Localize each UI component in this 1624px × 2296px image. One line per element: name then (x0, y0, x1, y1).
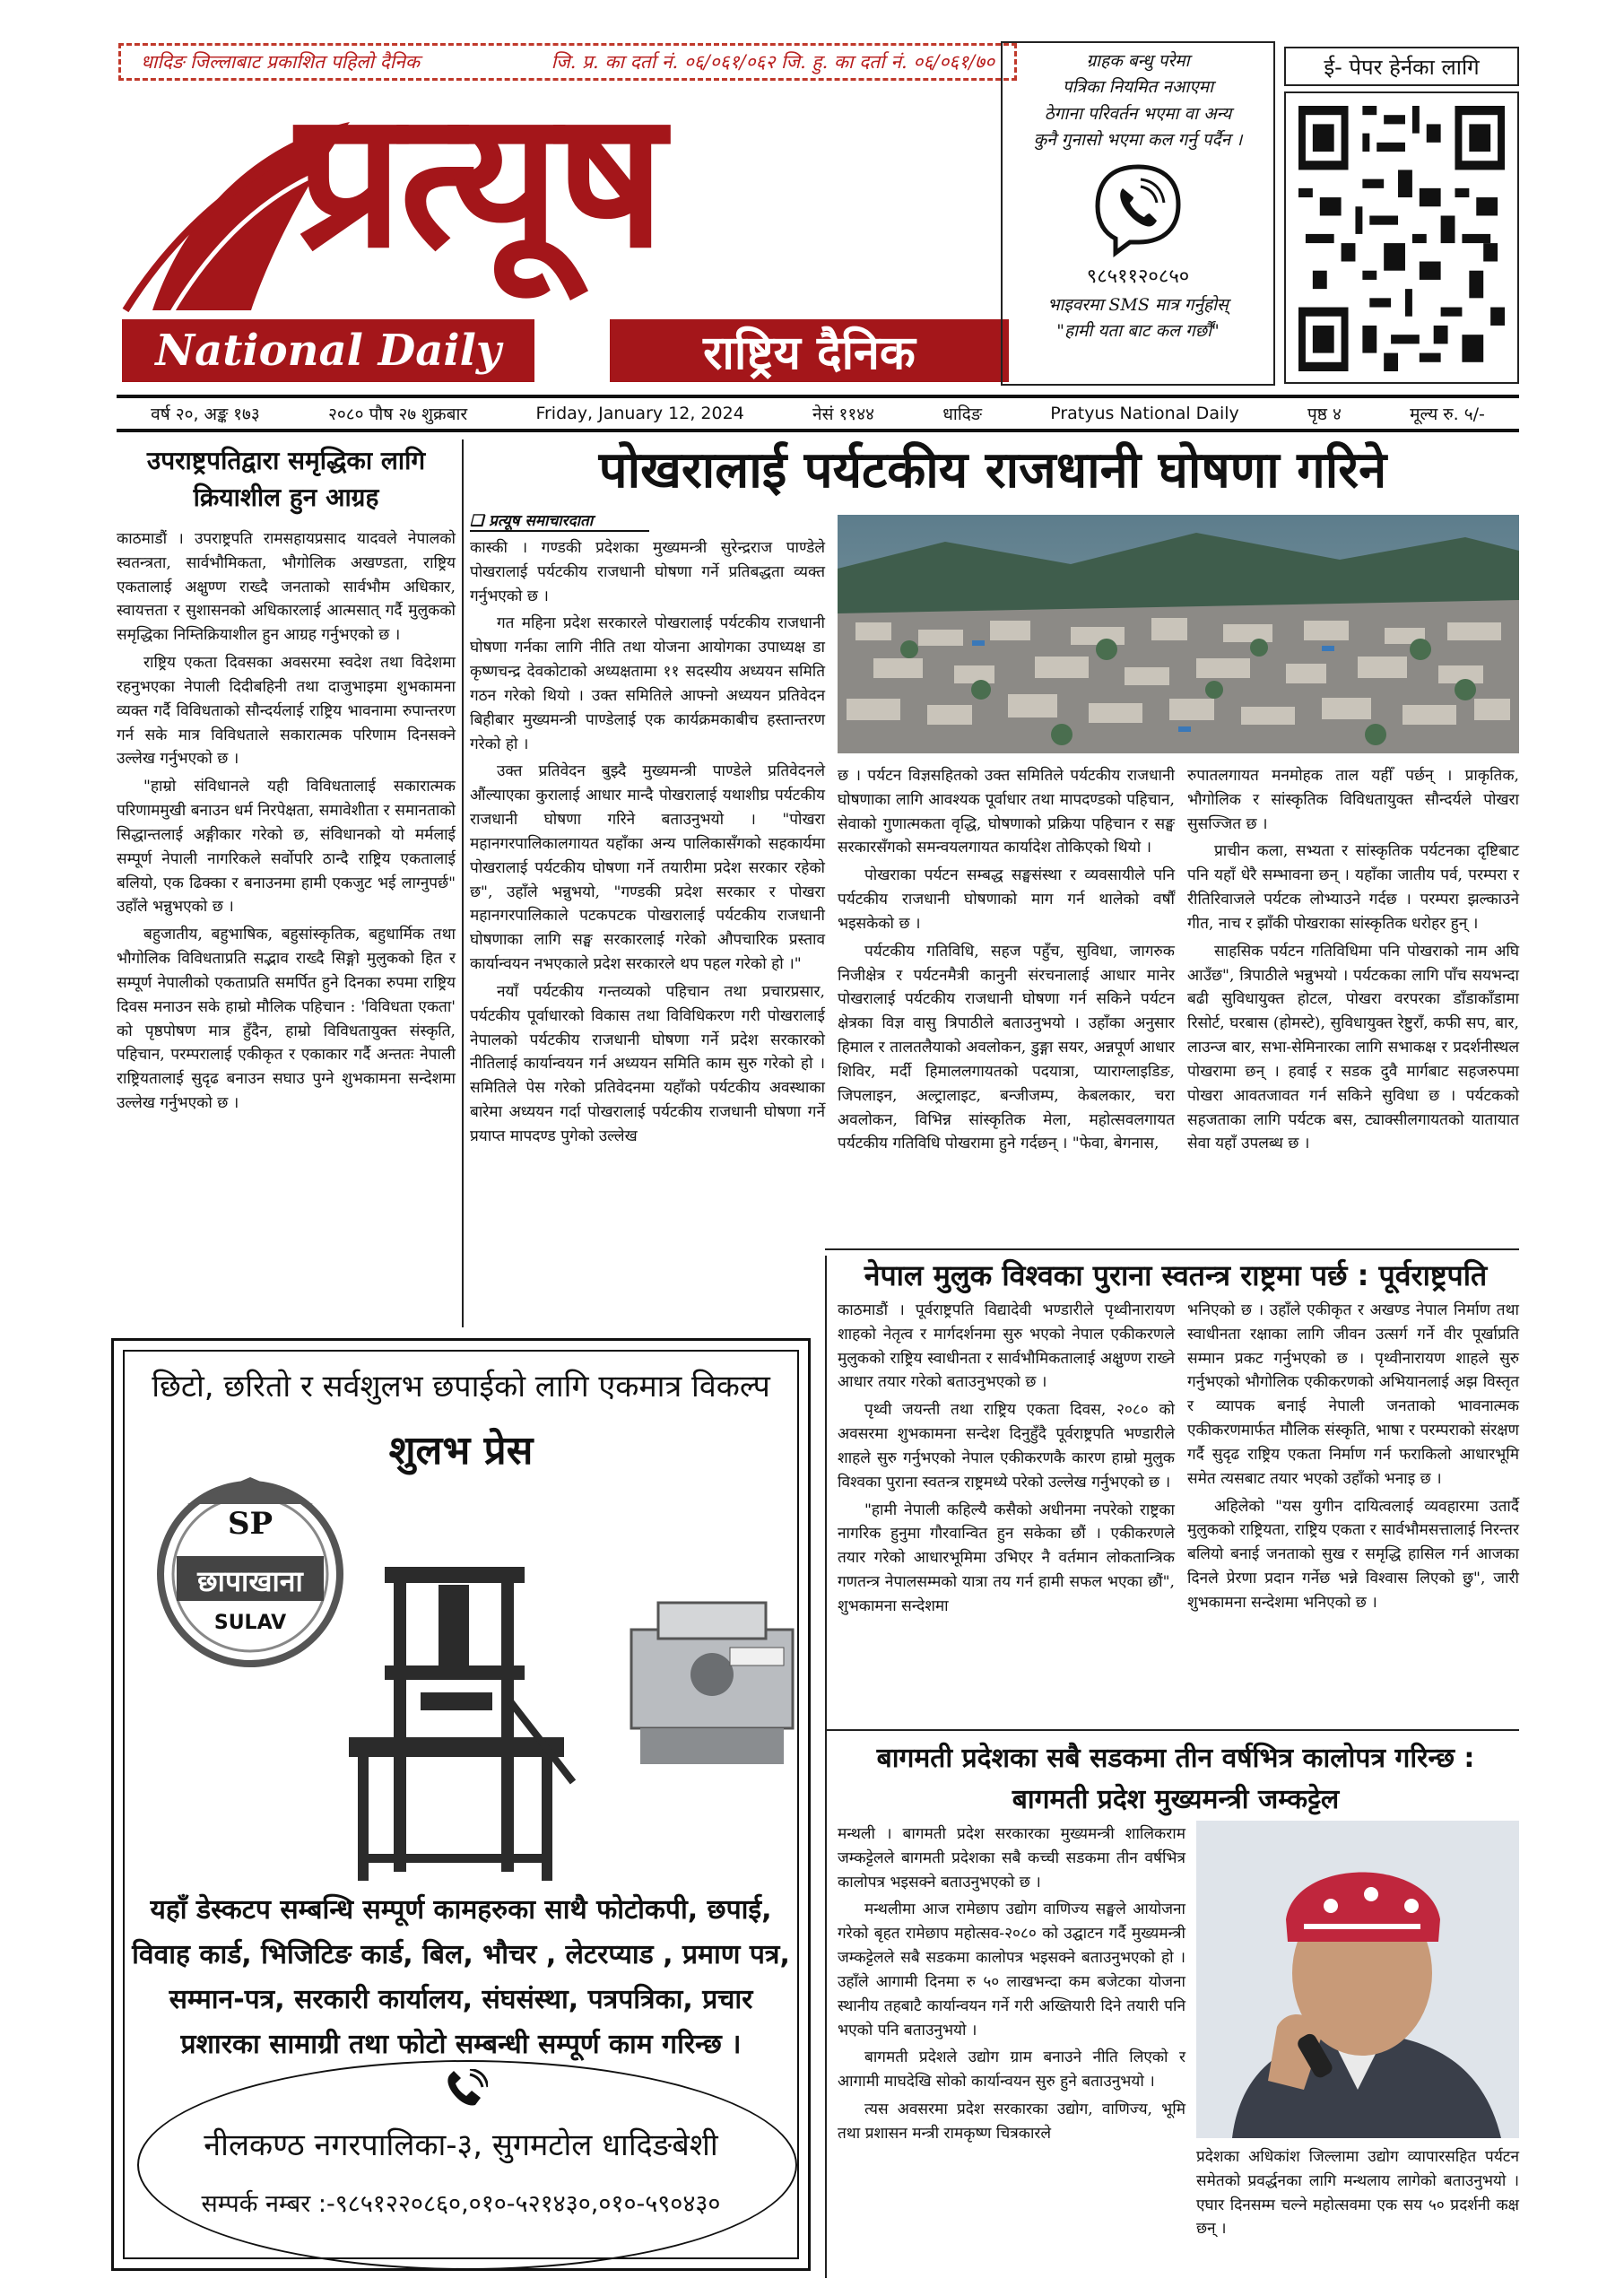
ad-body-4: प्रशारका सामाग्री तथा फोटो सम्बन्धी सम्पूर्ण काम गरिन्छ । (180, 2029, 742, 2060)
qr-code-icon[interactable] (1298, 106, 1505, 371)
pokhara-cityscape-image (838, 515, 1519, 753)
paragraph: त्यस अवसरमा प्रदेश सरकारका उद्योग, वाणिज्य, भूमि तथा प्रशासन मन्त्री रामकृष्ण चित्रकारले (838, 2100, 1185, 2143)
paragraph: बागमती प्रदेशले उद्योग ग्राम बनाउने नीति लिएको र आगामी माघदेखि सोको कार्यान्वयन सुरु हुने बताउनुभयो । (838, 2048, 1185, 2092)
tagline-left: धादिङ जिल्लाबाट प्रकाशित पहिलो दैनिक (141, 51, 420, 73)
main-headline: पोखरालाई पर्यटकीय राजधानी घोषणा गरिने (598, 441, 1387, 500)
paragraph: पर्यटकीय गतिविधि, सहज पहुँच, सुविधा, जागरुक निजीक्षेत्र र पर्यटनमैत्री कानुनी संरचनालाई आधार मानेर पोखरालाई पर्यटकीय राजधानी घोषणा गर्न सकिने पर्यटन क्षेत्रका विज्ञ वासु त्रिपाठीले बताउनुभयो । उहाँका अनुसार हिमाल र तालतलैयाको अवलोकन, डुङ्गा सयर, अन्नपूर्ण आधार शिविर, मर्दी हिमाललगायतको पदयात्रा, प्याराग्लाइडिङ, जिपलाइन, अल्ट्रालाइट, बन्जीजम्प, केबलकार, चरा अवलोकन, विभिन्न सांस्कृतिक मेला, महोत्सवलगायत पर्यटकीय गतिविधि पोखरामा हुने गर्दछन् । "फेवा, बेगनास, (838, 942, 1175, 1153)
bagmati-article-body (838, 1822, 1185, 2150)
paragraph: "हामी नेपाली कहिल्यै कसैको अधीनमा नपरेको राष्ट्रका नागरिक हुनुमा गौरवान्वित हुन सकेका छौं । एकीकरणले तयार गरेको आधारभूमिमा उभिएर नै वर्तमान लोकतान्त्रिक गणतन्त्र नेपालसम्मको यात्रा तय गर्न हामी सफल भएका छौं", शुभकामना सन्देशमा (838, 1500, 1175, 1615)
ad-body-3: सम्मान-पत्र, सरकारी कार्यालय, संघसंस्था, पत्रपत्रिका, प्रचार (169, 1984, 753, 2015)
paragraph: पोखराका पर्यटन सम्बद्ध सङ्घसंस्था र व्यवसायीले पनि पर्यटकीय राजधानी घोषणाको माग गर्न थालेको वर्षौं भइसकेको छ । (838, 866, 1175, 933)
bagmati-headline-2: बागमती प्रदेश मुख्यमन्त्री जम्कट्टेल (1012, 1784, 1340, 1815)
ad-body-2: विवाह कार्ड, भिजिटिङ कार्ड, बिल, भौचर , लेटरप्याड , प्रमाण पत्र, (132, 1939, 790, 1970)
price: मूल्य रु. ५/- (1410, 404, 1485, 424)
printing-press-image (331, 1558, 582, 1899)
chief-minister-photo (1196, 1821, 1519, 2138)
qr-label: ई- पेपर हेर्नका लागि (1284, 47, 1519, 86)
former-president-col-1 (838, 1299, 1175, 1622)
press-contact-numbers: सम्पर्क नम्बर :-९८५१२२०८६०,०१०-५२१४३०,०१०-५९०४३० (201, 2190, 721, 2218)
press-name: शुलभ प्रेस (388, 1428, 534, 1474)
advertisement-inner-frame (123, 1350, 799, 2259)
paragraph: गत महिना प्रदेश सरकारले पोखरालाई पर्यटकीय राजधानी घोषणा गर्नका लागि नीति तथा योजना आयोगका उपाध्यक्ष डा कृष्णचन्द्र देवकोटाको अध्यक्षतामा ११ सदस्यीय अध्ययन समिति गठन गरेको थियो । उक्त समितिले आफ्नो अध्ययन प्रतिवेदन बिहीबार मुख्यमन्त्री पाण्डेलाई एक कार्यक्रमकाबीच हस्तान्तरण गरेको हो । (470, 614, 825, 753)
offset-printer-image (622, 1585, 802, 1773)
paragraph: मन्थलीमा आज रामेछाप उद्योग वाणिज्य सङ्घले आयोजना गरेको बृहत रामेछाप महोत्सव-२०८० को उद्घाटन गर्दै मुख्यमन्त्री जम्कट्टेलले सबै सडकमा कालोपत्र भइसक्ने बताउनुभएको हो । उहाँले आगामी दिनमा रु ५० लाखभन्दा कम बजेटका योजना स्थानीय तहबाटै कार्यान्वयन गर्ने गरी अख्तियारी दिने तयारी पनि भएको पनि बताउनुभयो । (838, 1900, 1185, 2039)
ad-body-1: यहाँ डेस्कटप सम्बन्धि सम्पूर्ण कामहरुका साथै फोटोकपी, छपाई, (150, 1894, 772, 1926)
paragraph: प्राचीन कला, सभ्यता र सांस्कृतिक पर्यटनका दृष्टिबाट पनि यहाँ धेरै सम्भावना छन् । यहाँका जातीय पर्व, परम्परा र रीतिरिवाजले पर्यटक लोभ्याउने गर्दछ । परम्परा झल्काउने गीत, नाच र झाँकी पोखराका सांस्कृतिक धरोहर हुन् । (1187, 842, 1519, 933)
bagmati-photo-caption: प्रदेशका अधिकांश जिल्लामा उद्योग व्यापारसहित पर्यटन समेतको प्रवर्द्धनका लागि मन्थलाय लागेको बताउनुभयो । एघार दिनसम्म चल्ने महोत्सवमा एक सय ५० प्रदर्शनी कक्ष छन् । (1196, 2148, 1519, 2239)
paragraph: कास्की । गण्डकी प्रदेशका मुख्यमन्त्री सुरेन्द्रराज पाण्डेले पोखरालाई पर्यटकीय राजधानी घोषणा गर्ने प्रतिबद्धता व्यक्त गर्नुभएको छ । (470, 539, 825, 605)
volume-issue: वर्ष २०, अङ्क १७३ (151, 404, 260, 424)
paragraph: काठमाडौं । पूर्वराष्ट्रपति विद्यादेवी भण्डारीले पृथ्वीनारायण शाहको नेतृत्व र मार्गदर्शनमा सुरु भएको नेपाल एकीकरणले मुलुकको राष्ट्रिय स्वाधीनता र सार्वभौमिकतालाई अक्षुण्ण राख्ने आधार तयार गरेको बताउनुभएको छ । (838, 1301, 1175, 1392)
bs-date: २०८० पौष २७ शुक्रबार (328, 404, 468, 424)
paragraph: रुपातलगायत मनमोहक ताल यहीँ पर्छन् । प्राकृतिक, भौगोलिक र सांस्कृतिक विविधतायुक्त सौन्दर्यले पोखरा सुसज्जित छ । (1187, 767, 1519, 833)
press-address: नीलकण्ठ नगरपालिका-३, सुगमटोल धादिङबेशी (204, 2127, 718, 2163)
main-article-col-1 (470, 536, 825, 1152)
former-president-headline: नेपाल मुलुक विश्वका पुराना स्वतन्त्र राष्ट्रमा पर्छ : पूर्वराष्ट्रपति (864, 1258, 1488, 1292)
qr-section (1284, 47, 1519, 387)
paper-name-en: Pratyus National Daily (1050, 404, 1239, 423)
byline-text: प्रत्यूष समाचारदाता (489, 512, 594, 530)
paragraph: मन्थली । बागमती प्रदेश सरकारका मुख्यमन्त्री शालिकराम जम्कट्टेलले बागमती प्रदेशका सबै कच्ची सडकमा तीन वर्षभित्र कालोपत्र भइसक्ने बताउनुभएको छ । (838, 1825, 1185, 1892)
paragraph: उक्त प्रतिवेदन बुझ्दै मुख्यमन्त्री पाण्डेले प्रतिवेदनले औंल्याएका कुरालाई आधार मान्दै पोखरालाई यथाशीघ्र पर्यटकीय राजधानी घोषणा गरिने बताउनुभयो । "पोखरा महानगरपालिकालगायत यहाँका अन्य पालिकासँगको सहकार्यमा पोखरालाई पर्यटकीय घोषणा गर्ने तयारीमा प्रदेश सरकार रहेको छ", उहाँले भन्नुभयो, "गण्डकी प्रदेश सरकार र पोखरा महानगरपालिकाले पटकपटक पोखरालाई पर्यटकीय राजधानी घोषणाका लागि सङ्घ सरकारलाई गरेको औपचारिक प्रस्ताव कार्यान्वयन नभएकाले प्रदेश सरकारले थप पहल गरेको हो ।" (470, 762, 825, 974)
viber-line-3: ठेगाना परिवर्तन भएमा वा अन्य (1044, 103, 1232, 124)
publication-place: धादिङ (942, 404, 982, 424)
main-article-col-2 (838, 764, 1175, 1160)
section-divider (825, 1729, 1519, 1731)
viber-line-4: कुनै गुनासो भएमा कल गर्नु पर्दैन । (1033, 130, 1243, 151)
viber-phone-icon (1089, 160, 1187, 258)
viber-phone-number: ९८५११२०८५० (1086, 265, 1190, 288)
paragraph: काठमाडौं । उपराष्ट्रपति रामसहायप्रसाद यादवले नेपालको स्वतन्त्रता, सार्वभौमिकता, भौगोलिक अखण्डता, राष्ट्रिय एकतालाई अक्षुण्ण राख्दै जनताको सार्वभौम अधिकार, स्वायत्तता र सुशासनको अधिकारलाई आत्मसात् गर्दै मुलुकको समृद्धिका निम्तिक्रियाशील हुन आग्रह गर्नुभएको छ । (117, 530, 456, 645)
ad-top-line: छिटो, छरितो र सर्वशुलभ छपाईको लागि एकमात्र विकल्प (152, 1369, 770, 1405)
logo-english: SULAV (213, 1612, 287, 1634)
page-number: पृष्ठ ४ (1307, 404, 1342, 424)
paragraph: पृथ्वी जयन्ती तथा राष्ट्रिय एकता दिवस, २०८० को अवसरमा शुभकामना सन्देश दिनुहुँदै पूर्वराष्ट्रपति भण्डारीले शाहले सुरु गर्नुभएको नेपाल एकीकरणकै कारण हाम्रो मुलुक विश्वका पुराना स्वतन्त्र राष्ट्रमध्ये परेको उल्लेख गर्नुभएको छ । (838, 1401, 1175, 1492)
registration-numbers: जि. प्र. का दर्ता नं. ०६/०६१/०६२ जि. हु. का दर्ता नं. ०६/०६१/७० (551, 51, 994, 73)
en-date: Friday, January 12, 2024 (535, 404, 744, 423)
viber-line-2: पत्रिका नियमित नआएमा (1062, 77, 1214, 98)
pokhara-city-photo (838, 515, 1519, 753)
logo-title: प्रत्यूष (296, 70, 662, 290)
logo-initials: SP (227, 1506, 274, 1542)
paragraph: राष्ट्रिय एकता दिवसका अवसरमा स्वदेश तथा विदेशमा रहनुभएका नेपाली दिदीबहिनी तथा दाजुभाइमा शुभकामना व्यक्त गर्दै विविधताको सौन्दर्यलाई राष्ट्रिय भावनामा रुपान्तरण गर्न सके मात्र विविधताले सकारात्मक परिणाम दिनसक्ने उल्लेख गर्नुभएको छ । (117, 654, 456, 769)
former-president-col-2 (1187, 1299, 1519, 1619)
paragraph: साहसिक पर्यटन गतिविधिमा पनि पोखराको नाम अघि आउँछ", त्रिपाठीले भन्नुभयो । पर्यटकका लागि पाँच सयभन्दा बढी सुविधायुक्त होटल, पोखरा वरपरका डाँडाकाँडामा रिसोर्ट, घरबास (होमस्टे), सुविधायुक्त रेष्टुराँ, कफी सप, बार, लाउन्ज बार, सभा-सेमिनारका लागि सभाकक्ष र प्रदर्शनीस्थल पोखरामा छन् । हवाई र सडक दुवै मार्गबाट सहजरुपमा पोखरा आवतजावत गर्न सकिने सुविधा छ । पर्यटकको सहजताका लागि पर्यटक बस, ट्याक्सीलगायतको यातायात सेवा यहाँ उपलब्ध छ । (1187, 942, 1519, 1153)
paragraph: अहिलेको "यस युगीन दायित्वलाई व्यवहारमा उतार्दै मुलुकको राष्ट्रियता, राष्ट्रिय एकता र सार्वभौमसत्तालाई निरन्तर बलियो बनाई जनताको सुख र समृद्धि हासिल गर्न आजका दिनले प्रेरणा प्रदान गर्नेछ भन्ने विश्वास लिएको छु", जारी शुभकामना सन्देशमा भनिएको छ । (1187, 1497, 1519, 1612)
viber-line-1: ग्राहक बन्धु परेमा (1086, 51, 1190, 71)
section-divider (825, 1248, 1519, 1250)
column-divider (825, 1256, 827, 2278)
chief-minister-portrait-image (1196, 1821, 1519, 2138)
viber-line-5: भाइवरमा SMS मात्र गर्नुहोस् (1047, 294, 1229, 315)
paragraph: बहुजातीय, बहुभाषिक, बहुसांस्कृतिक, बहुधार्मिक तथा भौगोलिक विविधताप्रति सद्भाव राख्दै सिङ्गो मुलुकको हित र सम्पूर्ण नेपालीको एकताप्रति समर्पित हुने दिनका रुपमा राष्ट्रिय दिवस मनाउन सके हाम्रो मौलिक पहिचान : 'विविधता एकता' को पृष्ठपोषण मात्र हुँदैन, हाम्रो विविधतायुक्त संस्कृति, पहिचान, परम्परालाई एकीकृत र एकाकार गर्दै अन्ततः नेपाली राष्ट्रियतालाई सुदृढ बनाउन सघाउ पुग्ने शुभकामना सन्देशमा उल्लेख गर्नुभएको छ । (117, 926, 456, 1113)
paragraph: "हाम्रो संविधानले यही विविधतालाई सकारात्मक परिणाममुखी बनाउन धर्म निरपेक्षता, समावेशीता र समानताको सिद्धान्तलाई अङ्गीकार गरेको छ, संविधानको यो मर्मलाई सम्पूर्ण नेपाली नागरिकले सर्वोपरि ठान्दै राष्ट्रिय एकतालाई बलियो, एक ढिक्का र बनाउनमा हामी एकजुट भई लाग्नुपर्छ" उहाँले भन्नुभएको छ । (117, 778, 456, 917)
bagmati-headline-1: बागमती प्रदेशका सबै सडकमा तीन वर्षभित्र कालोपत्र गरिन्छ : (876, 1743, 1475, 1774)
nepal-sambat: नेसं ११४४ (812, 404, 874, 424)
english-name: National Daily (122, 319, 534, 382)
paragraph: छ । पर्यटन विज्ञसहितको उक्त समितिले पर्यटकीय राजधानी घोषणाका लागि आवश्यक पूर्वाधार तथा मापदण्डको पहिचान, सेवाको गुणात्मकता वृद्धि, घोषणाको प्रक्रिया पहिचान र सङ्घ सरकारसँगको समन्वयलगायत कार्यादेश तोकिएको थियो । (838, 767, 1175, 857)
main-article-col-3 (1187, 764, 1519, 1160)
nepali-subtitle: राष्ट्रिय दैनिक (610, 319, 1009, 382)
phone-icon (443, 2069, 488, 2110)
paragraph: नयाँ पर्यटकीय गन्तव्यको पहिचान तथा प्रचारप्रसार, पर्यटकीय पूर्वाधारको विकास तथा विविधिकरण गरी पोखरालाई नेपालको पर्यटकीय राजधानी घोषणा गर्ने प्रदेश सरकारको नीतिलाई कार्यान्वयन गर्न अध्ययन समिति काम सुरु गरेको हो । समितिले पेस गरेको प्रतिवेदनमा यहाँको पर्यटकीय अवस्थाका बारेमा अध्ययन गर्दा पोखरालाई पर्यटकीय राजधानी घोषणा गर्ने प्रयाप्त मापदण्ड पुगेको उल्लेख (470, 982, 825, 1145)
press-advertisement (111, 1338, 811, 2271)
press-logo (152, 1468, 349, 1674)
square-bullet-icon: ❏ (470, 512, 484, 530)
left-article-headline: उपराष्ट्रपतिद्वारा समृद्धिका लागि क्रियाशील हुन आग्रह (146, 446, 426, 512)
viber-line-6: "हामी यता बाट कल गर्छौं" (1056, 321, 1220, 342)
viber-notice-box (1001, 41, 1275, 386)
logo-chhapakhana: छापाखाना (197, 1564, 303, 1598)
column-divider (462, 439, 464, 1327)
left-article-body (117, 527, 456, 1119)
paragraph: भनिएको छ । उहाँले एकीकृत र अखण्ड नेपाल निर्माण तथा स्वाधीनता रक्षाका लागि जीवन उत्सर्ग गर्ने वीर पूर्खाप्रति सम्मान प्रकट गर्नुभएको छ । पृथ्वीनारायण शाहले सुरु गर्नुभएको भौगोलिक एकीकरणको अभियानलाई अझ विस्तृत र व्यापक बनाई नेपाली जनताको भावनात्मक एकीकरणमार्फत मौलिक संस्कृति, भाषा र परम्पराको संरक्षण गर्दै सुदृढ राष्ट्रिय एकता निर्माण गर्न फराकिलो आधारभूमि समेत त्यसबाट तयार भएको उहाँको भनाइ छ । (1187, 1301, 1519, 1488)
byline (470, 509, 649, 532)
dateline-bar (117, 395, 1519, 432)
